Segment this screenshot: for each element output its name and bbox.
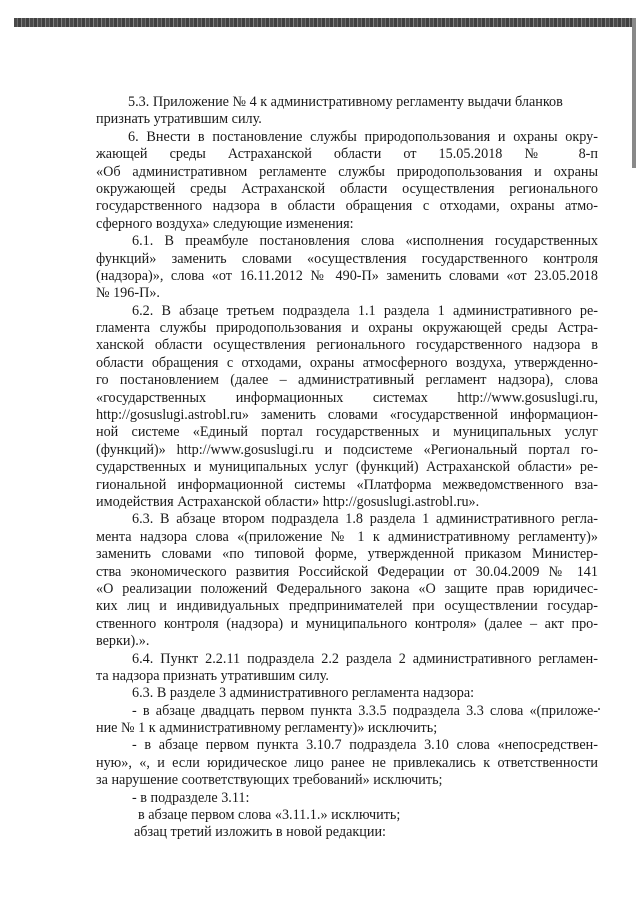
text-line: ственного контроля (надзора) и муниципального контроля» (далее – акт про-	[96, 615, 598, 632]
text-line: - в абзаце двадцать первом пункта 3.3.5 подраздела 3.3 слова «(приложе-	[132, 702, 598, 719]
text-line: 6.4. Пункт 2.2.11 подраздела 2.2 раздела 2 административного регламен-	[132, 650, 598, 667]
text-line: мента надзора слова «(приложение № 1 к административному регламенту)»	[96, 528, 598, 545]
text-line: гламента службы природопользования и охраны окружающей среды Астра-	[96, 320, 598, 337]
text-line: признать утратившим силу.	[96, 111, 262, 128]
text-line: области обращения с отходами, охраны атмосферного воздуха, утвержденно-	[96, 354, 598, 371]
text-line: «государственных информационных системах http://www.gosuslugi.ru,	[96, 389, 598, 406]
text-line: функций» заменить словами «осуществления государственного контроля	[96, 250, 598, 267]
text-line: ства экономического развития Российской Федерации от 30.04.2009 № 141	[96, 563, 598, 580]
text-line: ние № 1 к административному регламенту)» исключить;	[96, 720, 438, 737]
text-line: http://gosuslugi.astrobl.ru» заменить словами «государственной информацион-	[96, 407, 598, 424]
text-line: (надзора)», слова «от 16.11.2012 № 490-П» заменить словами «от 23.05.2018	[96, 267, 598, 284]
text-line: жающей среды Астраханской области от 15.05.2018 № 8-п	[96, 146, 598, 163]
text-line: (функций)» http://www.gosuslugi.ru и подсистеме «Региональный портал го-	[96, 441, 598, 458]
text-line: ких лиц и индивидуальных предпринимателей при осуществлении государ-	[96, 598, 598, 615]
text-line: ханской области осуществления регионального государственного надзора в	[96, 337, 598, 354]
text-line: 6. Внести в постановление службы природопользования и охраны окру-	[128, 128, 598, 145]
text-line: № 196-П».	[96, 285, 160, 302]
text-line: ной системе «Единый портал государственных и муниципальных услуг	[96, 424, 598, 441]
text-line: в абзаце первом слова «3.11.1.» исключить;	[138, 807, 401, 824]
text-line: 5.3. Приложение № 4 к административному регламенту выдачи бланков	[128, 94, 563, 110]
text-line: ную», «, и если юридическое лицо ранее не привлекались к ответственности	[96, 754, 598, 771]
text-line: 6.3. В абзаце втором подраздела 1.8 раздела 1 административного регла-	[132, 511, 598, 528]
text-line: 6.1. В преамбуле постановления слова «исполнения государственных	[132, 233, 598, 250]
text-line: верки).».	[96, 633, 150, 650]
text-line: заменить словами «по типовой форме, утвержденной приказом Министер-	[96, 546, 598, 563]
text-line: за нарушение соответствующих требований» исключить;	[96, 772, 443, 789]
document-body	[96, 94, 598, 842]
text-line: та надзора признать утратившим силу.	[96, 667, 329, 684]
scan-border-top	[14, 18, 632, 27]
text-line: сферного воздуха» следующие изменения:	[96, 215, 354, 232]
text-line: «О реализации положений Федерального закона «О защите прав юридичес-	[96, 580, 598, 597]
text-line: го постановлением (далее – административный регламент надзора), слова	[96, 372, 598, 389]
scan-speck	[598, 708, 600, 710]
text-line: сударственных и муниципальных услуг (функций) Астраханской области» ре-	[96, 459, 598, 476]
text-line: - в абзаце первом пункта 3.10.7 подраздела 3.10 слова «непосредствен-	[132, 737, 598, 754]
text-line: 6.3. В разделе 3 административного регламента надзора:	[132, 685, 475, 702]
text-line: государственного надзора в области обращения с отходами, охраны атмо-	[96, 198, 598, 215]
text-line: гиональной информационной системы «Платформа межведомственного вза-	[96, 476, 598, 493]
text-line: окружающей среды Астраханской области осуществления регионального	[96, 180, 598, 197]
scan-border-right	[632, 18, 636, 168]
text-line: «Об административном регламенте службы природопользования и охраны	[96, 163, 598, 180]
text-line: абзац третий изложить в новой редакции:	[134, 824, 386, 841]
text-line: 6.2. В абзаце третьем подраздела 1.1 раздела 1 административного ре-	[132, 302, 598, 319]
text-line: - в подразделе 3.11:	[132, 789, 250, 806]
text-line: имодействия Астраханской области» http://gosuslugi.astrobl.ru».	[96, 493, 480, 510]
